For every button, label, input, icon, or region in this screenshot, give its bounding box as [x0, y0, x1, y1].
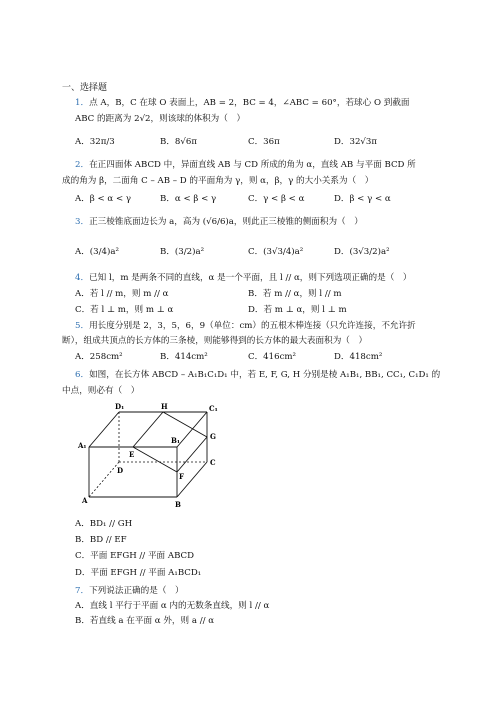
q2-option-d[interactable]: D．β < γ < α — [334, 194, 391, 204]
label-g: G — [210, 432, 216, 441]
segment-e-f — [133, 447, 177, 472]
q7-option-a[interactable]: A．直线 l 平行于平面 α 内的无数条直线，则 l // α — [75, 601, 270, 611]
q5-option-c[interactable]: C．416cm² — [248, 352, 296, 362]
question-7-number: 7． — [75, 586, 90, 596]
question-5-text-1: 用长度分别是 2，3，5，6，9（单位：cm）的五根木棒连接（只允许连接，不允许折 — [89, 321, 416, 331]
q5-option-a[interactable]: A．258cm² — [75, 352, 123, 362]
question-2-line-1 — [75, 159, 416, 171]
q3-option-a[interactable]: A．(3/4)a² — [75, 247, 119, 257]
q4-option-b[interactable]: B．若 m // α，则 l // m — [248, 289, 342, 299]
label-c: C — [210, 458, 216, 467]
q3-option-c[interactable]: C．(3√3/4)a² — [248, 247, 304, 257]
q1-option-d[interactable]: D．32√3π — [334, 137, 378, 147]
label-b1: B₁ — [171, 436, 180, 445]
q2-option-b[interactable]: B．α < β < γ — [160, 194, 217, 204]
label-a: A — [82, 496, 88, 505]
question-2-line-2: 成的角为 β，二面角 C – AB – D 的平面角为 γ，则 α，β，γ 的大小关系为（ ） — [62, 176, 374, 186]
label-e: E — [129, 450, 135, 459]
q6-option-b[interactable]: B．BD // EF — [75, 535, 127, 545]
question-5-line-2: 断），组成共顶点的长方体的三条棱，则能够得到的长方体的最大表面积为（ ） — [62, 336, 368, 346]
q3-option-b[interactable]: B．(3/2)a² — [160, 247, 205, 257]
q1-option-c[interactable]: C．36π — [248, 137, 280, 147]
label-b: B — [175, 500, 181, 509]
q4-option-a[interactable]: A．若 l // m，则 m // α — [75, 289, 169, 299]
q4-option-d[interactable]: D．若 m ⊥ α，则 l ⊥ m — [248, 305, 347, 315]
question-5-line-1 — [75, 320, 416, 332]
edge-d1-a1 — [89, 412, 119, 447]
label-c1: C₁ — [209, 404, 218, 413]
cuboid-figure — [75, 402, 255, 512]
section-title: 一、选择题 — [62, 83, 108, 93]
q2-option-c[interactable]: C．γ < β < α — [248, 194, 305, 204]
question-1-text-1: 点 A，B，C 在球 O 表面上，AB = 2，BC = 4，∠ABC = 60°，若球心 O 到截面 — [89, 98, 410, 108]
question-2-number: 2． — [75, 160, 90, 170]
q6-option-d[interactable]: D．平面 EFGH // 平面 A₁BCD₁ — [75, 568, 202, 578]
question-3-number: 3． — [75, 217, 90, 227]
q2-option-a[interactable]: A．β < α < γ — [75, 194, 132, 204]
q1-option-b[interactable]: B．8√6π — [160, 137, 197, 147]
q7-option-b[interactable]: B．若直线 a 在平面 α 外，则 a // α — [75, 616, 215, 626]
q5-option-b[interactable]: B．414cm² — [160, 352, 208, 362]
q6-option-c[interactable]: C．平面 EFGH // 平面 ABCD — [75, 551, 195, 561]
question-7-text-1: 下列说法正确的是（ ） — [89, 586, 184, 596]
label-f: F — [179, 472, 184, 481]
label-h: H — [161, 402, 168, 411]
q6-option-a[interactable]: A．BD₁ // GH — [75, 519, 133, 529]
question-3-line-1 — [75, 216, 363, 228]
question-5-number: 5． — [75, 321, 90, 331]
q5-option-d[interactable]: D．418cm² — [334, 352, 383, 362]
question-4-line-1 — [75, 272, 412, 284]
question-3-text-1: 正三棱锥底面边长为 a，高为 (√6/6)a，则此正三棱锥的侧面积为（ ） — [89, 217, 363, 227]
segment-e-h — [133, 412, 163, 447]
question-1-number: 1． — [75, 98, 90, 108]
question-7-line-1 — [75, 585, 184, 597]
segment-h-g — [163, 412, 207, 437]
question-6-text-1: 如图，在长方体 ABCD – A₁B₁C₁D₁ 中，若 E, F, G, H 分别是棱 A₁B₁, BB₁, CC₁, C₁D₁ 的 — [89, 370, 441, 380]
label-a1: A₁ — [78, 441, 87, 450]
q4-option-c[interactable]: C．若 l ⊥ m，则 m ⊥ α — [75, 305, 174, 315]
q1-option-a[interactable]: A．32π/3 — [75, 137, 115, 147]
question-4-text-1: 已知 l，m 是两条不同的直线，α 是一个平面，且 l // α，则下列选项正确的是（ ） — [89, 273, 412, 283]
question-6-number: 6． — [75, 370, 90, 380]
question-1-line-2: ABC 的距离为 2√2，则该球的体积为（ ） — [75, 114, 246, 124]
hidden-edge-d-a — [89, 462, 119, 497]
label-d1: D₁ — [115, 402, 125, 411]
question-4-number: 4． — [75, 273, 90, 283]
question-6-line-1 — [75, 369, 440, 381]
question-6-line-2: 中点，则必有（ ） — [62, 386, 140, 396]
question-2-text-1: 在正四面体 ABCD 中，异面直线 AB 与 CD 所成的角为 α，直线 AB 与平面 BCD 所 — [89, 160, 416, 170]
q3-option-d[interactable]: D．(3√3/2)a² — [334, 247, 390, 257]
question-1-line-1 — [75, 97, 410, 109]
label-d: D — [117, 466, 124, 475]
